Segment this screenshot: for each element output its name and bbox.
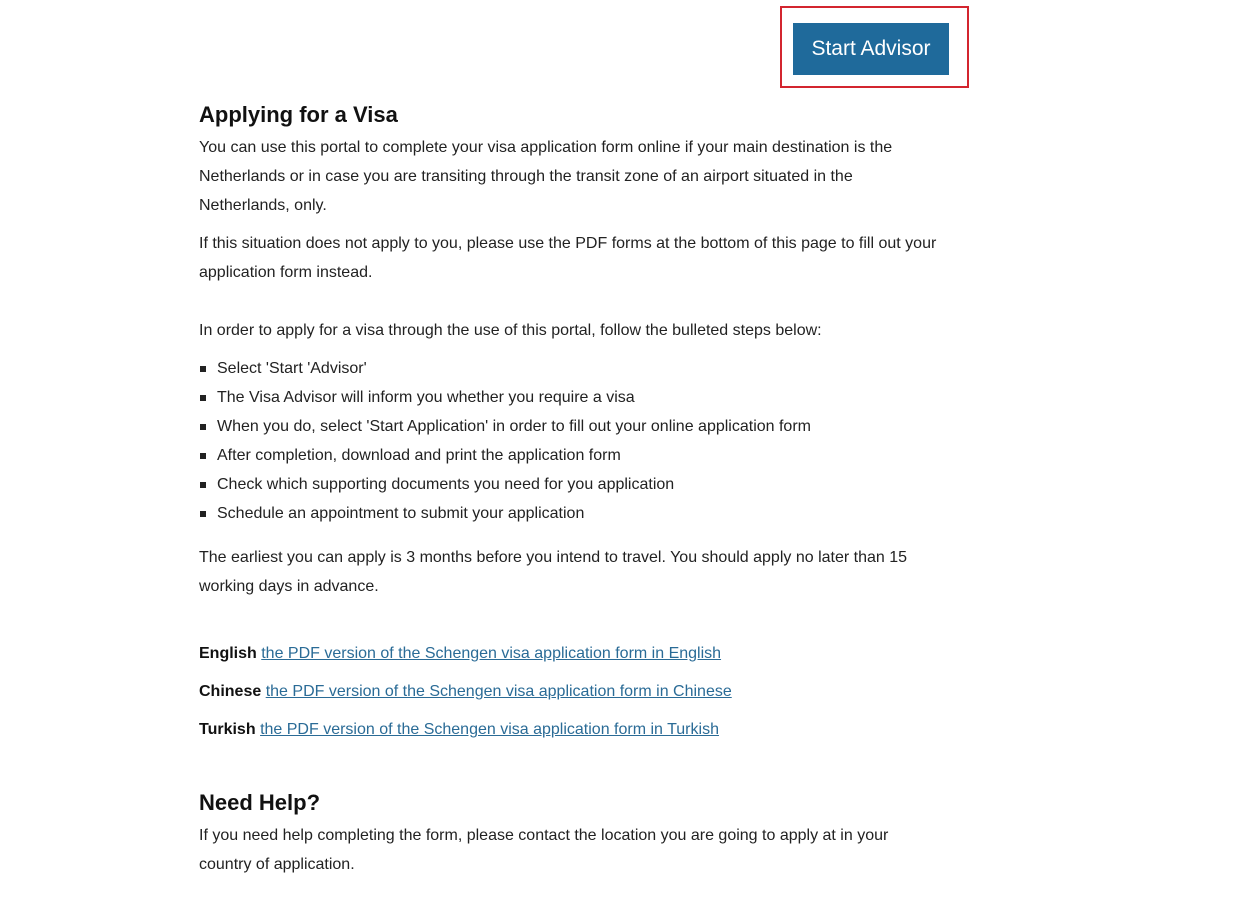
visa-section-title: Applying for a Visa — [199, 102, 398, 127]
help-text: If you need help completing the form, please contact the location you are going to apply at in your country of application. — [199, 827, 889, 873]
steps-list — [199, 354, 944, 528]
list-item — [199, 470, 944, 499]
step-text: Schedule an appointment to submit your application — [217, 505, 585, 522]
pdf-language-label: English — [199, 645, 257, 662]
main-content — [199, 100, 944, 879]
bullet-icon — [200, 366, 206, 372]
bullet-icon — [200, 511, 206, 517]
pdf-form-row-turkish — [199, 715, 944, 744]
pdf-link-turkish[interactable]: the PDF version of the Schengen visa application form in Turkish — [260, 721, 719, 738]
step-text: Check which supporting documents you need for you application — [217, 476, 675, 493]
start-advisor-button[interactable]: Start Advisor — [793, 23, 949, 75]
pdf-link-chinese[interactable]: the PDF version of the Schengen visa application form in Chinese — [265, 683, 732, 700]
list-item — [199, 499, 944, 528]
list-item — [199, 441, 944, 470]
bullet-icon — [200, 453, 206, 459]
pdf-language-label: Turkish — [199, 721, 256, 738]
list-item — [199, 354, 944, 383]
step-text: When you do, select 'Start Application' in order to fill out your online application form — [217, 418, 811, 435]
visa-intro-text: You can use this portal to complete your visa application form online if your main destination is the Netherlands or in case you are transiting through the transit zone of an airport situated in the Netherlands, only. — [199, 139, 893, 214]
bullet-icon — [200, 395, 206, 401]
pdf-form-row-chinese — [199, 677, 944, 706]
step-text: Select 'Start 'Advisor' — [217, 360, 367, 377]
list-item — [199, 383, 944, 412]
pdf-form-row-english — [199, 639, 944, 668]
step-text: The Visa Advisor will inform you whether you require a visa — [217, 389, 635, 406]
pdf-link-english[interactable]: the PDF version of the Schengen visa application form in English — [261, 645, 722, 662]
bullet-icon — [200, 482, 206, 488]
help-section-title: Need Help? — [199, 790, 321, 815]
pdf-note-text: If this situation does not apply to you, please use the PDF forms at the bottom of this page to fill out your application form instead. — [199, 235, 937, 281]
step-text: After completion, download and print the application form — [217, 447, 621, 464]
pdf-language-label: Chinese — [199, 683, 262, 700]
timing-note-text: The earliest you can apply is 3 months before you intend to travel. You should apply no later than 15 working days in advance. — [199, 549, 908, 595]
pdf-forms-list — [199, 639, 944, 744]
bullet-icon — [200, 424, 206, 430]
steps-intro-text: In order to apply for a visa through the use of this portal, follow the bulleted steps below: — [199, 322, 822, 339]
list-item — [199, 412, 944, 441]
